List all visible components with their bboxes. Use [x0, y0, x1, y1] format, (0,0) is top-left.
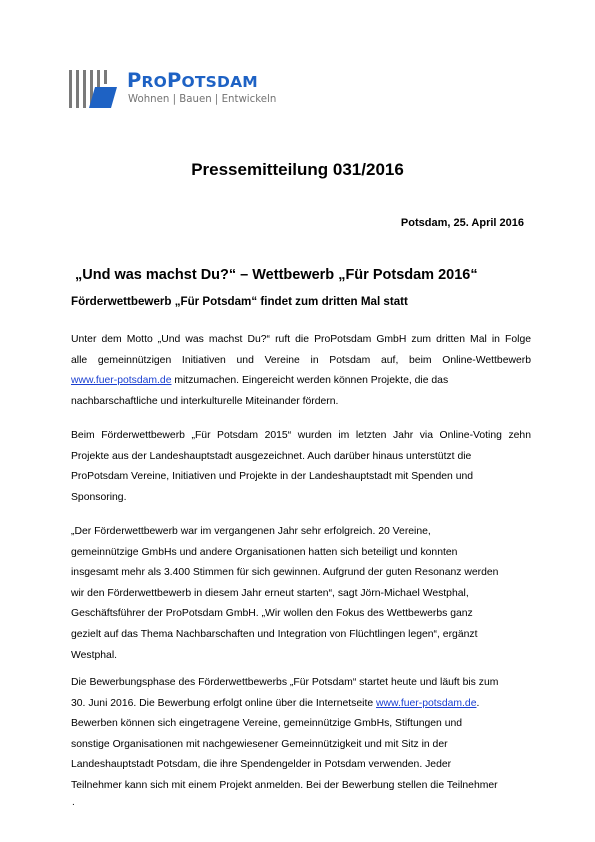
- paragraph-line: Beim Förderwettbewerb „Für Potsdam 2015“ wurden im letzten Jahr via Online-Voting zehn: [71, 430, 531, 441]
- logo-tagline: Wohnen | Bauen | Entwickeln: [128, 94, 277, 105]
- paragraph-line: gemeinnützige GmbHs und andere Organisationen hatten sich beteiligt und konnten: [71, 546, 458, 558]
- paragraph-2: [71, 426, 531, 508]
- website-link[interactable]: www.fuer-potsdam.de: [71, 375, 172, 387]
- paragraph-line-text: mitzumachen. Eingereicht werden können Projekte, die das: [171, 375, 449, 387]
- paragraph-line: ProPotsdam Vereine, Initiativen und Projekte in der Landeshauptstadt mit Spenden und: [71, 471, 474, 483]
- paragraph-line: Geschäftsführer der ProPotsdam GmbH. „Wir wollen den Fokus des Wettbewerbs ganz: [71, 608, 473, 620]
- propotsdam-logo: [69, 68, 289, 112]
- paragraph-3: [71, 522, 531, 666]
- paragraph-line: Die Bewerbungsphase des Förderwettbewerbs „Für Potsdam“ startet heute und läuft bis zum: [71, 677, 499, 688]
- logo-brand-pro: PRO: [127, 69, 168, 92]
- paragraph-4: [71, 673, 531, 797]
- logo-mark-icon: [69, 68, 125, 112]
- paragraph-line: Teilnehmer kann sich mit einem Projekt anmelden. Bei der Bewerbung stellen die Teilnehmer: [71, 779, 498, 791]
- paragraph-line: Westphal.: [71, 649, 118, 661]
- paragraph-line: wir den Förderwettbewerb in diesem Jahr erneut starten“, sagt Jörn-Michael Westphal,: [71, 587, 469, 599]
- trailing-mark: .: [72, 797, 75, 808]
- headline: „Und was machst Du?“ – Wettbewerb „Für Potsdam 2016“: [75, 267, 478, 283]
- paragraph-line-text: 30. Juni 2016. Die Bewerbung erfolgt online über die Internetseite: [71, 697, 376, 709]
- paragraph-line-text: .: [476, 697, 480, 709]
- paragraph-line: gezielt auf das Thema Nachbarschaften und Integration von Flüchtlingen legen“, ergänzt: [71, 628, 478, 640]
- paragraph-line: Unter dem Motto „Und was machst Du?“ ruft die ProPotsdam GmbH zum dritten Mal in Folge: [71, 334, 531, 345]
- paragraph-line: [71, 371, 531, 392]
- logo-brand-potsdam: POTSDAM: [167, 69, 258, 92]
- paragraph-line: Sponsoring.: [71, 491, 127, 503]
- logo-brand-name: [127, 70, 258, 93]
- paragraph-line: insgesamt mehr als 3.400 Stimmen für sich gewinnen. Aufgrund der guten Resonanz werden: [71, 567, 499, 579]
- paragraph-line: Bewerben können sich eingetragene Vereine, gemeinnützige GmbHs, Stiftungen und: [71, 718, 463, 730]
- website-link[interactable]: www.fuer-potsdam.de: [376, 697, 477, 709]
- paragraph-1: [71, 330, 531, 412]
- dateline: Potsdam, 25. April 2016: [400, 217, 524, 229]
- paragraph-line: alle gemeinnützigen Initiativen und Vereine in Potsdam auf, beim Online-Wettbewerb: [71, 354, 531, 366]
- subheadline: Förderwettbewerb „Für Potsdam“ findet zum dritten Mal statt: [71, 295, 408, 308]
- paragraph-line: [71, 694, 531, 715]
- document-title: Pressemitteilung 031/2016: [191, 160, 404, 179]
- paragraph-line: Landeshauptstadt Potsdam, die ihre Spendengelder in Potsdam verwenden. Jeder: [71, 759, 452, 771]
- paragraph-line: „Der Förderwettbewerb war im vergangenen Jahr sehr erfolgreich. 20 Vereine,: [71, 526, 431, 537]
- paragraph-line: nachbarschaftliche und interkulturelle Miteinander fördern.: [71, 395, 339, 407]
- paragraph-line: Projekte aus der Landeshauptstadt ausgezeichnet. Auch darüber hinaus unterstützt die: [71, 450, 472, 462]
- paragraph-line: sonstige Organisationen mit nachgewiesener Gemeinnützigkeit und mit Sitz in der: [71, 738, 448, 750]
